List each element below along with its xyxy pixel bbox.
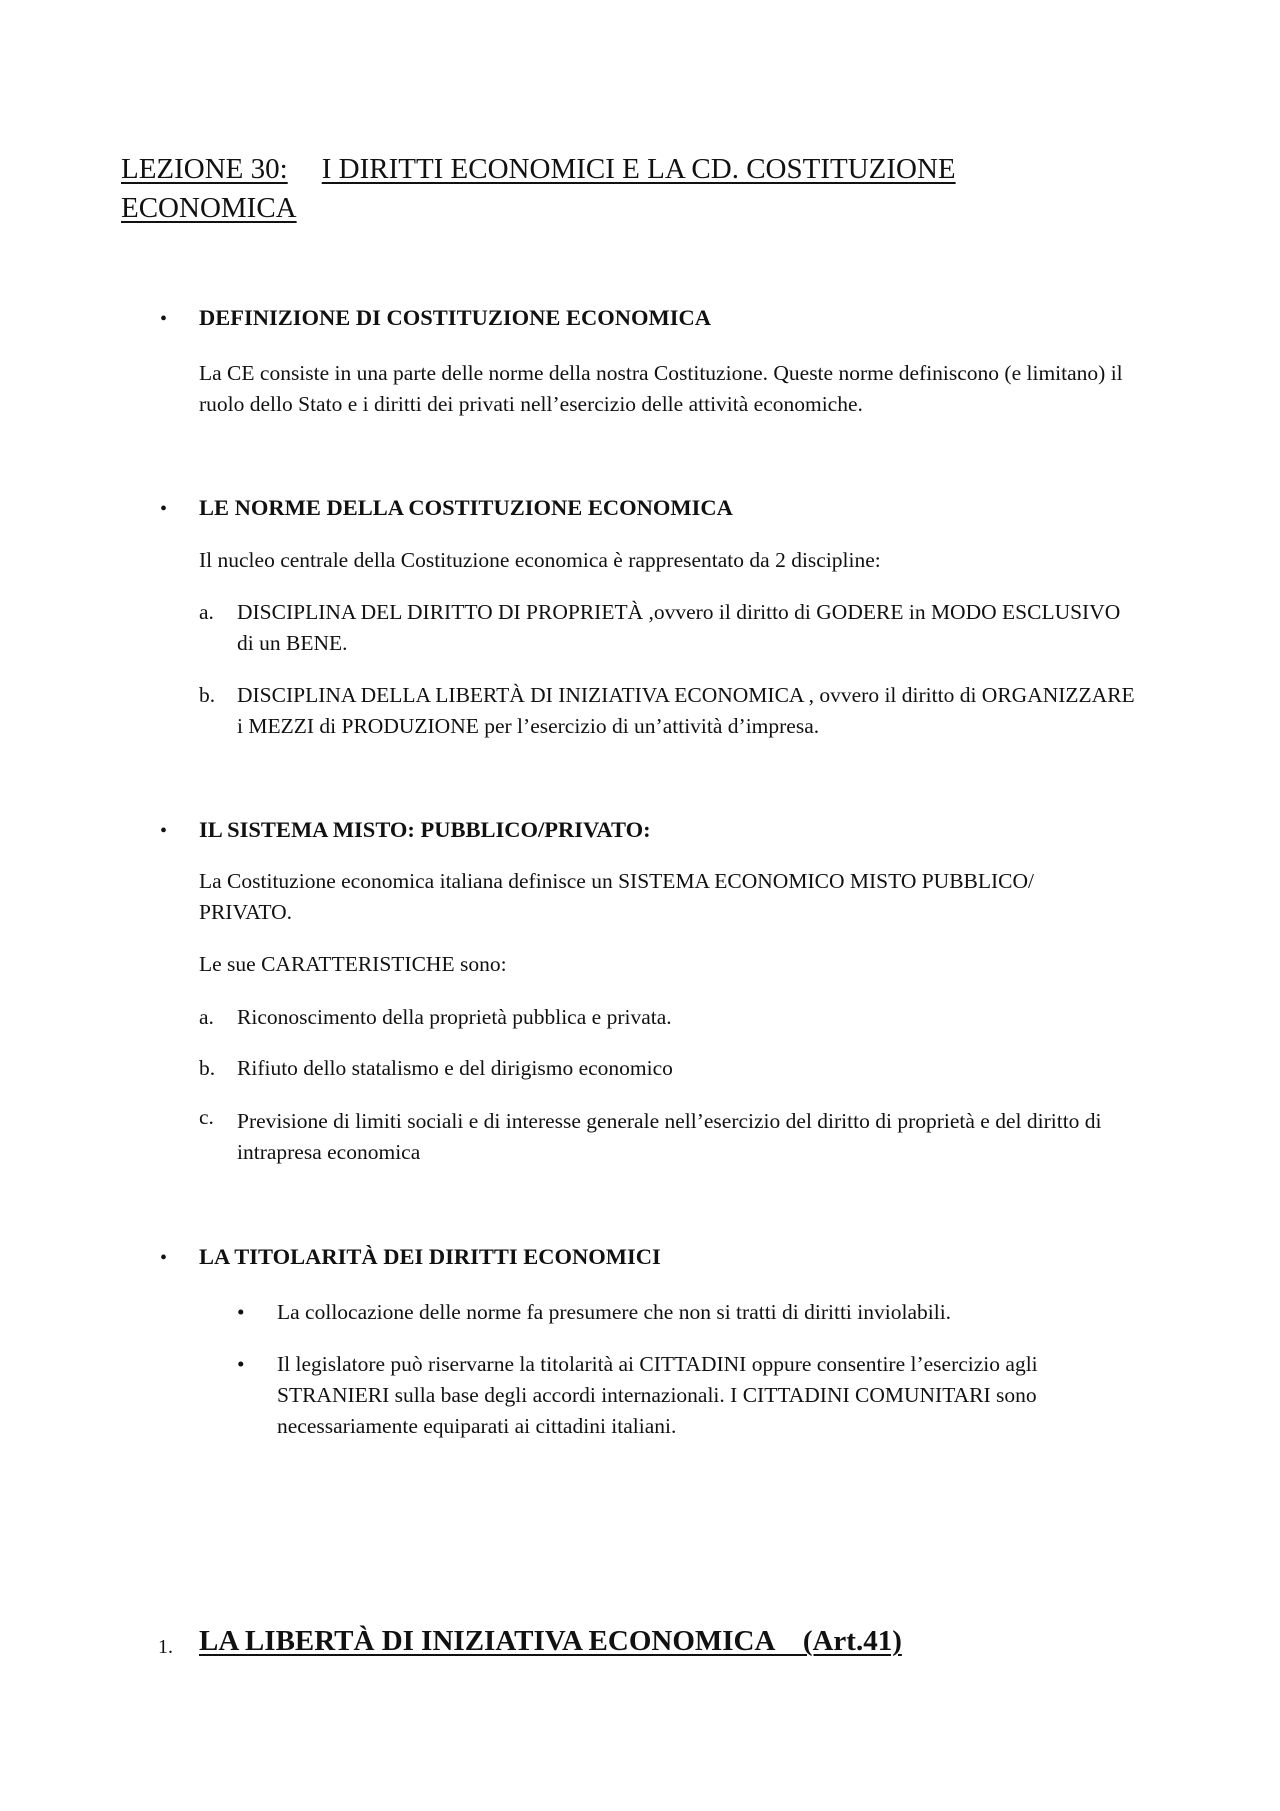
page-title — [121, 150, 1101, 228]
list-item-text: Rifiuto dello statalismo e del dirigismo economico — [237, 1056, 673, 1080]
section-heading: LA TITOLARITÀ DEI DIRITTI ECONOMICI — [199, 1244, 661, 1269]
chapter-title: LA LIBERTÀ DI INIZIATIVA ECONOMICA (Art.41) — [199, 1625, 902, 1657]
section-paragraph: La CE consiste in una parte delle norme della nostra Costituzione. Queste norme definiscono (e limitano) il ruolo dello Stato e i diritti dei privati nell’esercizio delle attività economiche. — [199, 361, 1123, 416]
sub-bullet: • — [237, 1300, 245, 1324]
list-item-text: DISCIPLINA DELLA LIBERTÀ DI INIZIATIVA ECONOMICA , ovvero il diritto di ORGANIZZARE i MEZZI di PRODUZIONE per l’esercizio di un’attività d’impresa. — [237, 683, 1135, 738]
bullet: • — [160, 1247, 168, 1269]
list-item-text: Riconoscimento della proprietà pubblica e privata. — [237, 1005, 672, 1029]
section-heading: DEFINIZIONE DI COSTITUZIONE ECONOMICA — [199, 305, 711, 330]
list-marker: b. — [199, 683, 216, 707]
lesson-title: I DIRITTI ECONOMICI E LA CD. COSTITUZIONE ECONOMICA — [121, 153, 956, 224]
list-item-text: Previsione di limiti sociali e di interesse generale nell’esercizio del diritto di proprietà e del diritto di intrapresa economica — [237, 1109, 1102, 1164]
section-heading: LE NORME DELLA COSTITUZIONE ECONOMICA — [199, 495, 733, 520]
sub-bullet: • — [237, 1352, 245, 1376]
bullet: • — [160, 820, 168, 842]
lesson-number: LEZIONE 30: — [121, 153, 288, 185]
list-marker: b. — [199, 1056, 216, 1080]
sub-list-item-text: La collocazione delle norme fa presumere che non si tratti di diritti inviolabili. — [277, 1300, 952, 1324]
bullet: • — [160, 498, 168, 520]
chapter-number: 1. — [158, 1636, 173, 1658]
sub-list-item-text: Il legislatore può riservarne la titolarità ai CITTADINI oppure consentire l’esercizio agli STRANIERI sulla base degli accordi internazionali. I CITTADINI COMUNITARI sono necessariamente equiparati ai cittadini italiani. — [277, 1352, 1038, 1438]
list-item-text: DISCIPLINA DEL DIRITTO DI PROPRIETÀ ,ovvero il diritto di GODERE in MODO ESCLUSIVO di un BENE. — [237, 600, 1121, 655]
section-paragraph: Il nucleo centrale della Costituzione economica è rappresentato da 2 discipline: — [199, 548, 881, 572]
section-heading: IL SISTEMA MISTO: PUBBLICO/PRIVATO: — [199, 817, 651, 842]
list-marker: a. — [199, 1005, 214, 1029]
section-paragraph: Le sue CARATTERISTICHE sono: — [199, 952, 507, 976]
list-marker: c. — [199, 1105, 214, 1129]
list-marker: a. — [199, 600, 214, 624]
bullet: • — [160, 308, 168, 330]
section-paragraph: La Costituzione economica italiana definisce un SISTEMA ECONOMICO MISTO PUBBLICO/ PRIVATO. — [199, 869, 1035, 924]
